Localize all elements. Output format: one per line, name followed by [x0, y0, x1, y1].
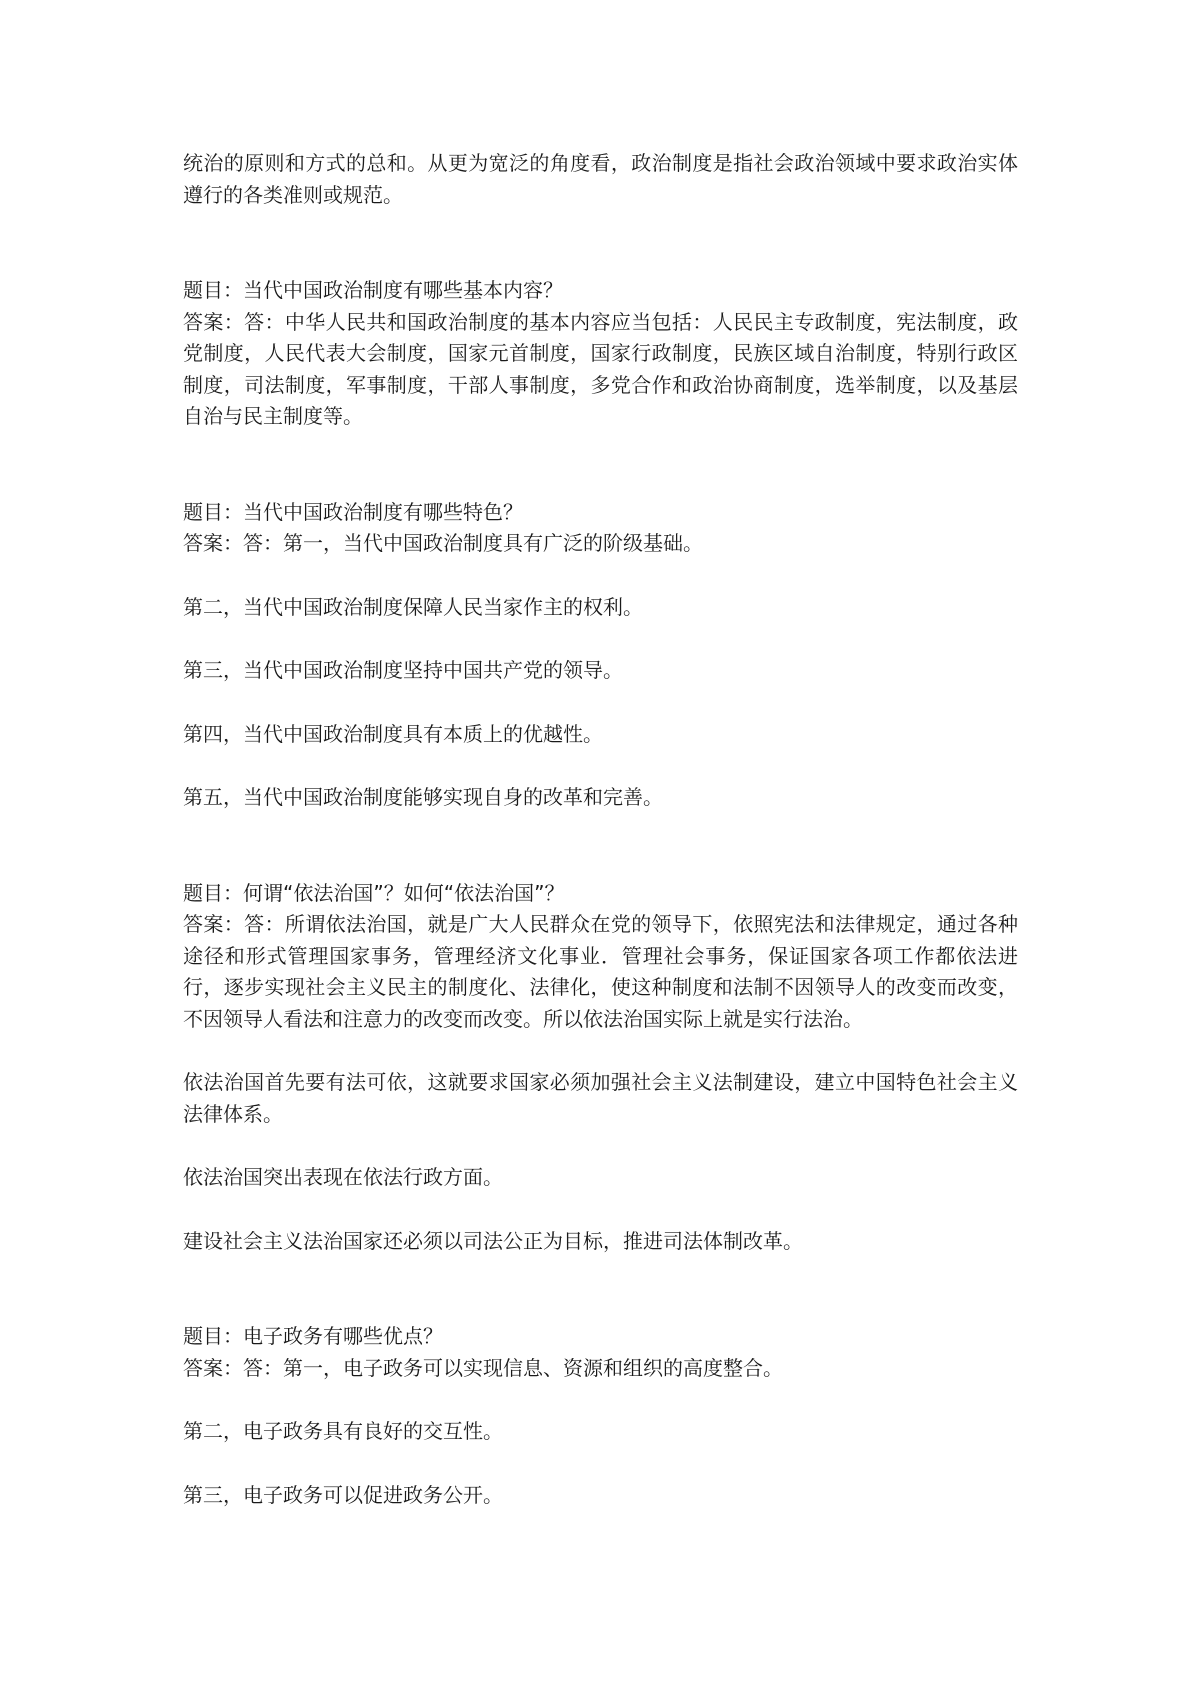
answer-text: 答案：答：第一，电子政务可以实现信息、资源和组织的高度整合。	[183, 1355, 783, 1380]
qa-block-e-government	[183, 1321, 1018, 1511]
answer-point: 第五，当代中国政治制度能够实现自身的改革和完善。	[183, 785, 663, 809]
paragraph-spacer	[183, 623, 1018, 655]
qa-block-rule-of-law	[183, 878, 1018, 1258]
paragraph-spacer	[183, 750, 1018, 782]
section-spacer	[183, 211, 1018, 275]
question-text: 题目：电子政务有哪些优点？	[183, 1324, 443, 1348]
document-page	[183, 148, 1018, 1511]
section-spacer	[183, 433, 1018, 497]
question-text: 题目：当代中国政治制度有哪些基本内容？	[183, 278, 563, 302]
paragraph-spacer	[183, 1130, 1018, 1162]
intro-paragraph: 统治的原则和方式的总和。从更为宽泛的角度看，政治制度是指社会政治领域中要求政治实体遵行的各类准则或规范。	[183, 151, 1018, 207]
paragraph-spacer	[183, 1384, 1018, 1416]
qa-block-features	[183, 497, 1018, 814]
answer-point: 第三，电子政务可以促进政务公开。	[183, 1482, 503, 1507]
answer-point: 依法治国突出表现在依法行政方面。	[183, 1165, 503, 1189]
answer-point: 第二，当代中国政治制度保障人民当家作主的权利。	[183, 594, 643, 619]
answer-point: 第三，当代中国政治制度坚持中国共产党的领导。	[183, 658, 623, 682]
answer-text: 答案：答：第一，当代中国政治制度具有广泛的阶级基础。	[183, 531, 703, 555]
answer-point: 建设社会主义法治国家还必须以司法公正为目标，推进司法体制改革。	[183, 1228, 803, 1253]
paragraph-spacer	[183, 1448, 1018, 1480]
paragraph-spacer	[183, 1194, 1018, 1226]
qa-block-basic-content	[183, 275, 1018, 433]
answer-point: 第四，当代中国政治制度具有本质上的优越性。	[183, 721, 603, 746]
question-text: 题目：何谓“依法治国”？如何“依法治国”？	[183, 880, 565, 905]
answer-text: 答案：答：中华人民共和国政治制度的基本内容应当包括：人民民主专政制度，宪法制度，政党制度，人民代表大会制度，国家元首制度，国家行政制度，民族区域自治制度，特别行政区制度，司法制度，军事制度，干部人事制度，多党合作和政治协商制度，选举制度，以及基层自治与民主制度等。	[183, 309, 1018, 428]
paragraph-spacer	[183, 1035, 1018, 1067]
section-spacer	[183, 814, 1018, 878]
answer-point: 第二，电子政务具有良好的交互性。	[183, 1419, 503, 1443]
paragraph-spacer	[183, 687, 1018, 719]
section-spacer	[183, 1257, 1018, 1321]
answer-text: 答案：答：所谓依法治国，就是广大人民群众在党的领导下，依照宪法和法律规定，通过各种途径和形式管理国家事务，管理经济文化事业．管理社会事务，保证国家各项工作都依法进行，逐步实现社会主义民主的制度化、法律化，使这种制度和法制不因领导人的改变而改变，不因领导人看法和注意力的改变而改变。所以依法治国实际上就是实行法治。	[183, 912, 1018, 1031]
paragraph-spacer	[183, 560, 1018, 592]
question-text: 题目：当代中国政治制度有哪些特色？	[183, 499, 523, 524]
answer-point: 依法治国首先要有法可依，这就要求国家必须加强社会主义法制建设，建立中国特色社会主义法律体系。	[183, 1070, 1018, 1126]
